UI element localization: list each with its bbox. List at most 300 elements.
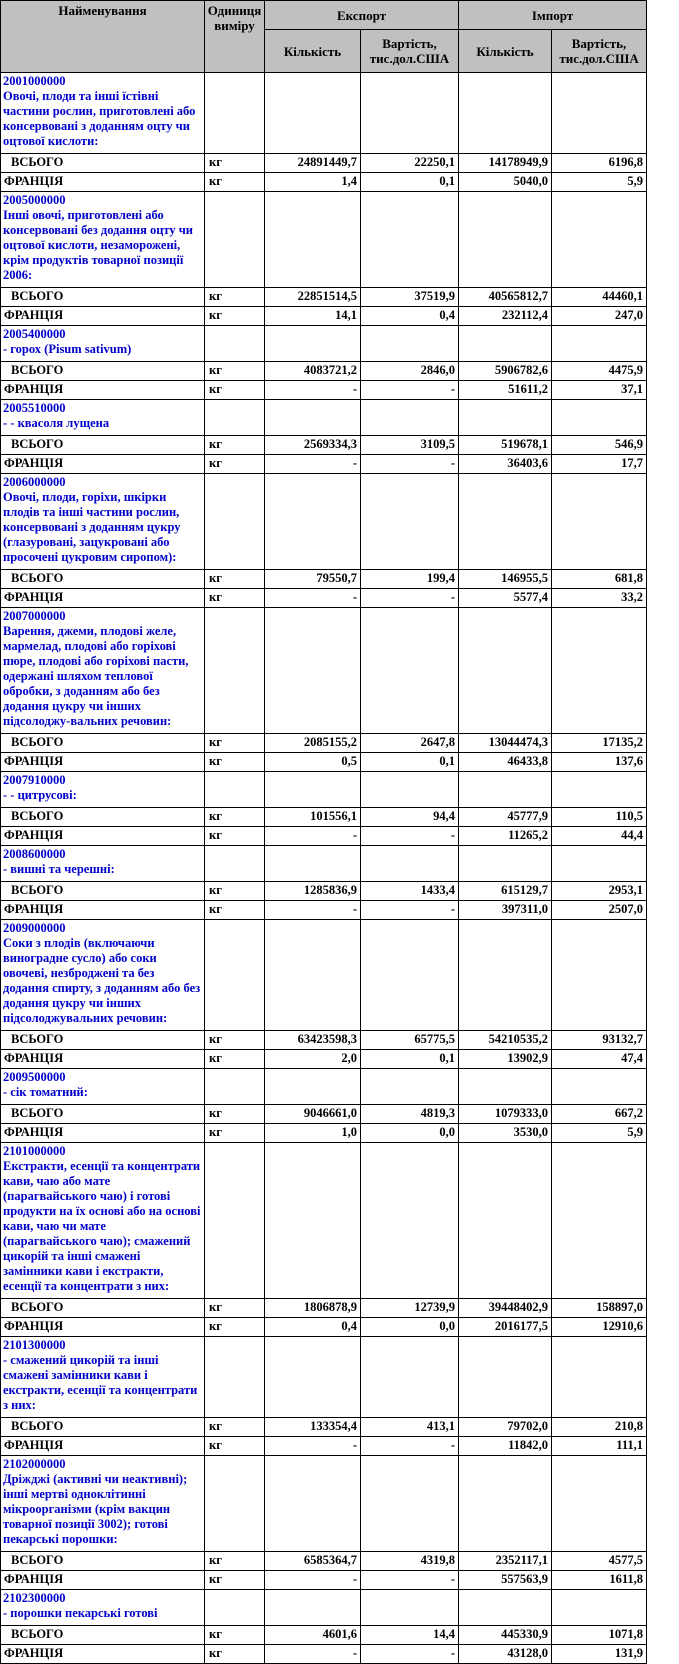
import-qty-value: 54210535,2: [459, 1031, 552, 1050]
empty-cell: [265, 326, 361, 362]
unit-value: кг: [205, 1437, 265, 1456]
export-qty-value: -: [265, 381, 361, 400]
product-code: 2102300000: [3, 1591, 66, 1605]
total-row: [1, 362, 647, 381]
unit-value: кг: [205, 1050, 265, 1069]
total-row: [1, 570, 647, 589]
export-qty-value: 14,1: [265, 307, 361, 326]
empty-cell: [265, 400, 361, 436]
total-row: [1, 1552, 647, 1571]
product-group-row: [1, 1143, 647, 1299]
product-code: 2009000000: [3, 921, 66, 935]
header-export-quantity: Кількість: [265, 30, 361, 73]
unit-value: кг: [205, 1626, 265, 1645]
product-description: Варення, джеми, плодові желе, мармелад, плодові або горіхові пюре, плодові або горіхові пасти, одержані шляхом теплової обробки, з доданням або без додання цукру чи інших підсолоджу-вальних речовин:: [3, 624, 189, 728]
row-label: ВСЬОГО: [1, 362, 205, 381]
product-description-cell: [1, 1456, 205, 1552]
total-row: [1, 436, 647, 455]
empty-cell: [205, 1069, 265, 1105]
country-row: [1, 589, 647, 608]
unit-value: кг: [205, 173, 265, 192]
import-val-value: 110,5: [552, 808, 647, 827]
product-description-cell: [1, 474, 205, 570]
export-val-value: -: [361, 901, 459, 920]
row-label: ВСЬОГО: [1, 734, 205, 753]
import-qty-value: 5906782,6: [459, 362, 552, 381]
product-code: 2102000000: [3, 1457, 66, 1471]
unit-value: кг: [205, 1318, 265, 1337]
product-description: Інші овочі, приготовлені або консервовані без додання оцту чи оцтової кислоти, незаморожені, крім продуктів товарної позиції 2006:: [3, 208, 194, 282]
row-label: ФРАНЦІЯ: [1, 1050, 205, 1069]
empty-cell: [459, 1069, 552, 1105]
empty-cell: [552, 1337, 647, 1418]
empty-cell: [459, 1590, 552, 1626]
import-val-value: 1611,8: [552, 1571, 647, 1590]
row-label: ФРАНЦІЯ: [1, 1318, 205, 1337]
empty-cell: [459, 608, 552, 734]
export-val-value: -: [361, 827, 459, 846]
empty-cell: [205, 1590, 265, 1626]
product-description: - горох (Pisum sativum): [3, 342, 132, 356]
empty-cell: [265, 73, 361, 154]
import-val-value: 1071,8: [552, 1626, 647, 1645]
row-label: ВСЬОГО: [1, 1626, 205, 1645]
unit-value: кг: [205, 154, 265, 173]
row-label: ВСЬОГО: [1, 436, 205, 455]
export-val-value: -: [361, 455, 459, 474]
product-group-row: [1, 400, 647, 436]
total-row: [1, 288, 647, 307]
country-row: [1, 753, 647, 772]
row-label: ФРАНЦІЯ: [1, 1437, 205, 1456]
empty-cell: [205, 326, 265, 362]
empty-cell: [361, 1590, 459, 1626]
empty-cell: [265, 1590, 361, 1626]
header-import-value: Вартість, тис.дол.США: [552, 30, 647, 73]
product-group-row: [1, 73, 647, 154]
product-code: 2006000000: [3, 475, 66, 489]
row-label: ФРАНЦІЯ: [1, 455, 205, 474]
row-label: ВСЬОГО: [1, 1552, 205, 1571]
export-val-value: 4819,3: [361, 1105, 459, 1124]
import-qty-value: 1079333,0: [459, 1105, 552, 1124]
empty-cell: [361, 920, 459, 1031]
empty-cell: [459, 846, 552, 882]
product-description-cell: [1, 772, 205, 808]
product-group-row: [1, 772, 647, 808]
empty-cell: [552, 1590, 647, 1626]
country-row: [1, 1050, 647, 1069]
product-code: 2101300000: [3, 1338, 66, 1352]
table-header: [1, 1, 647, 73]
country-row: [1, 307, 647, 326]
empty-cell: [552, 474, 647, 570]
row-label: ФРАНЦІЯ: [1, 307, 205, 326]
empty-cell: [265, 846, 361, 882]
export-qty-value: -: [265, 589, 361, 608]
unit-value: кг: [205, 882, 265, 901]
header-import: Імпорт: [459, 1, 647, 30]
export-qty-value: 24891449,7: [265, 154, 361, 173]
export-val-value: 413,1: [361, 1418, 459, 1437]
export-val-value: 0,0: [361, 1124, 459, 1143]
empty-cell: [361, 192, 459, 288]
empty-cell: [205, 73, 265, 154]
unit-value: кг: [205, 288, 265, 307]
product-description: - вишні та черешні:: [3, 862, 115, 876]
row-label: ФРАНЦІЯ: [1, 589, 205, 608]
header-export: Експорт: [265, 1, 459, 30]
export-qty-value: 22851514,5: [265, 288, 361, 307]
country-row: [1, 1571, 647, 1590]
total-row: [1, 1626, 647, 1645]
import-qty-value: 146955,5: [459, 570, 552, 589]
export-qty-value: 79550,7: [265, 570, 361, 589]
import-qty-value: 13902,9: [459, 1050, 552, 1069]
export-qty-value: 63423598,3: [265, 1031, 361, 1050]
import-qty-value: 13044474,3: [459, 734, 552, 753]
product-group-row: [1, 608, 647, 734]
export-val-value: 12739,9: [361, 1299, 459, 1318]
export-qty-value: -: [265, 827, 361, 846]
product-group-row: [1, 1590, 647, 1626]
country-row: [1, 455, 647, 474]
product-description: - смажений цикорій та інші смажені замінники кави і екстракти, есенції та концентрати з них:: [3, 1353, 198, 1412]
export-qty-value: 2569334,3: [265, 436, 361, 455]
row-label: ВСЬОГО: [1, 882, 205, 901]
empty-cell: [265, 920, 361, 1031]
empty-cell: [361, 73, 459, 154]
row-label: ВСЬОГО: [1, 1105, 205, 1124]
product-code: 2101000000: [3, 1144, 66, 1158]
import-qty-value: 397311,0: [459, 901, 552, 920]
product-code: 2007000000: [3, 609, 66, 623]
product-description-cell: [1, 73, 205, 154]
country-row: [1, 1124, 647, 1143]
empty-cell: [552, 608, 647, 734]
export-qty-value: 4083721,2: [265, 362, 361, 381]
import-val-value: 667,2: [552, 1105, 647, 1124]
row-label: ВСЬОГО: [1, 808, 205, 827]
import-val-value: 681,8: [552, 570, 647, 589]
unit-value: кг: [205, 362, 265, 381]
product-group-row: [1, 1069, 647, 1105]
unit-value: кг: [205, 570, 265, 589]
product-code: 2005510000: [3, 401, 66, 415]
import-val-value: 44,4: [552, 827, 647, 846]
empty-cell: [205, 772, 265, 808]
country-row: [1, 1437, 647, 1456]
import-qty-value: 11265,2: [459, 827, 552, 846]
unit-value: кг: [205, 1105, 265, 1124]
import-qty-value: 14178949,9: [459, 154, 552, 173]
import-val-value: 111,1: [552, 1437, 647, 1456]
product-group-row: [1, 920, 647, 1031]
import-val-value: 4577,5: [552, 1552, 647, 1571]
import-val-value: 5,9: [552, 1124, 647, 1143]
empty-cell: [459, 474, 552, 570]
empty-cell: [205, 474, 265, 570]
unit-value: кг: [205, 901, 265, 920]
export-val-value: 0,1: [361, 753, 459, 772]
empty-cell: [265, 1456, 361, 1552]
empty-cell: [205, 400, 265, 436]
import-val-value: 158897,0: [552, 1299, 647, 1318]
import-val-value: 210,8: [552, 1418, 647, 1437]
product-group-row: [1, 192, 647, 288]
empty-cell: [361, 1143, 459, 1299]
row-label: ВСЬОГО: [1, 1299, 205, 1318]
import-val-value: 4475,9: [552, 362, 647, 381]
import-val-value: 44460,1: [552, 288, 647, 307]
product-description-cell: [1, 192, 205, 288]
row-label: ФРАНЦІЯ: [1, 753, 205, 772]
unit-value: кг: [205, 753, 265, 772]
import-val-value: 12910,6: [552, 1318, 647, 1337]
product-description-cell: [1, 846, 205, 882]
country-row: [1, 1645, 647, 1664]
product-code: 2001000000: [3, 74, 66, 88]
export-val-value: 2846,0: [361, 362, 459, 381]
empty-cell: [361, 1456, 459, 1552]
export-qty-value: 6585364,7: [265, 1552, 361, 1571]
import-val-value: 47,4: [552, 1050, 647, 1069]
export-val-value: -: [361, 1571, 459, 1590]
unit-value: кг: [205, 589, 265, 608]
export-qty-value: -: [265, 455, 361, 474]
product-description: - порошки пекарські готові: [3, 1606, 158, 1620]
product-description: Соки з плодів (включаючи виноградне сусло) або соки овочеві, незброджені та без додання спирту, з доданням або без додання цукру чи інших підсолоджувальних речовин:: [3, 936, 201, 1025]
empty-cell: [265, 1069, 361, 1105]
row-label: ФРАНЦІЯ: [1, 1124, 205, 1143]
table-body: [1, 73, 647, 1664]
export-val-value: 14,4: [361, 1626, 459, 1645]
product-description-cell: [1, 1590, 205, 1626]
unit-value: кг: [205, 1571, 265, 1590]
empty-cell: [361, 1337, 459, 1418]
import-qty-value: 519678,1: [459, 436, 552, 455]
export-qty-value: -: [265, 901, 361, 920]
empty-cell: [205, 920, 265, 1031]
empty-cell: [459, 400, 552, 436]
product-description: - - квасоля лущена: [3, 416, 110, 430]
empty-cell: [459, 73, 552, 154]
import-qty-value: 3530,0: [459, 1124, 552, 1143]
product-description: Екстракти, есенції та концентрати кави, чаю або мате (парагвайського чаю) і готові продукти на їх основі або на основі кави, чаю чи мате (парагвайського чаю); смажений цикорій та інші смажені замінники кави і екстракти, есенції та концентрати з них:: [3, 1159, 201, 1293]
empty-cell: [552, 1069, 647, 1105]
export-val-value: 1433,4: [361, 882, 459, 901]
import-qty-value: 445330,9: [459, 1626, 552, 1645]
row-label: ВСЬОГО: [1, 1418, 205, 1437]
unit-value: кг: [205, 436, 265, 455]
unit-value: кг: [205, 1645, 265, 1664]
row-label: ФРАНЦІЯ: [1, 381, 205, 400]
total-row: [1, 734, 647, 753]
empty-cell: [552, 1456, 647, 1552]
export-val-value: 37519,9: [361, 288, 459, 307]
country-row: [1, 1318, 647, 1337]
total-row: [1, 1031, 647, 1050]
import-val-value: 5,9: [552, 173, 647, 192]
row-label: ФРАНЦІЯ: [1, 173, 205, 192]
product-code: 2005000000: [3, 193, 66, 207]
product-description: Дріжджі (активні чи неактивні); інші мертві одноклітинні мікроорганізми (крім вакцин товарної позиції 3002); готові пекарські порошки:: [3, 1472, 188, 1546]
empty-cell: [459, 192, 552, 288]
product-description-cell: [1, 1069, 205, 1105]
export-qty-value: 2085155,2: [265, 734, 361, 753]
export-val-value: 65775,5: [361, 1031, 459, 1050]
empty-cell: [361, 846, 459, 882]
unit-value: кг: [205, 1031, 265, 1050]
export-val-value: -: [361, 589, 459, 608]
import-qty-value: 557563,9: [459, 1571, 552, 1590]
empty-cell: [459, 1456, 552, 1552]
header-name: Найменування: [1, 1, 205, 73]
row-label: ФРАНЦІЯ: [1, 901, 205, 920]
product-group-row: [1, 846, 647, 882]
empty-cell: [459, 1143, 552, 1299]
empty-cell: [205, 1337, 265, 1418]
product-description: - сік томатний:: [3, 1085, 88, 1099]
unit-value: кг: [205, 1124, 265, 1143]
row-label: ФРАНЦІЯ: [1, 827, 205, 846]
empty-cell: [361, 400, 459, 436]
empty-cell: [361, 474, 459, 570]
unit-value: кг: [205, 1299, 265, 1318]
empty-cell: [459, 1337, 552, 1418]
total-row: [1, 154, 647, 173]
import-qty-value: 5040,0: [459, 173, 552, 192]
export-val-value: 0,0: [361, 1318, 459, 1337]
empty-cell: [361, 608, 459, 734]
empty-cell: [361, 326, 459, 362]
row-label: ФРАНЦІЯ: [1, 1645, 205, 1664]
empty-cell: [265, 192, 361, 288]
product-description-cell: [1, 1143, 205, 1299]
export-val-value: 94,4: [361, 808, 459, 827]
import-qty-value: 5577,4: [459, 589, 552, 608]
empty-cell: [205, 192, 265, 288]
unit-value: кг: [205, 1552, 265, 1571]
export-val-value: 199,4: [361, 570, 459, 589]
import-val-value: 17,7: [552, 455, 647, 474]
empty-cell: [205, 846, 265, 882]
export-qty-value: 133354,4: [265, 1418, 361, 1437]
empty-cell: [552, 846, 647, 882]
product-description-cell: [1, 400, 205, 436]
import-val-value: 546,9: [552, 436, 647, 455]
export-val-value: 4319,8: [361, 1552, 459, 1571]
import-val-value: 33,2: [552, 589, 647, 608]
empty-cell: [265, 608, 361, 734]
import-qty-value: 40565812,7: [459, 288, 552, 307]
import-val-value: 6196,8: [552, 154, 647, 173]
empty-cell: [265, 1143, 361, 1299]
total-row: [1, 1105, 647, 1124]
empty-cell: [265, 474, 361, 570]
unit-value: кг: [205, 381, 265, 400]
export-val-value: 3109,5: [361, 436, 459, 455]
import-qty-value: 2016177,5: [459, 1318, 552, 1337]
header-export-value: Вартість, тис.дол.США: [361, 30, 459, 73]
empty-cell: [205, 1456, 265, 1552]
import-qty-value: 36403,6: [459, 455, 552, 474]
row-label: ВСЬОГО: [1, 288, 205, 307]
unit-value: кг: [205, 734, 265, 753]
export-qty-value: 0,5: [265, 753, 361, 772]
product-description-cell: [1, 326, 205, 362]
country-row: [1, 827, 647, 846]
country-row: [1, 173, 647, 192]
export-qty-value: 9046661,0: [265, 1105, 361, 1124]
import-val-value: 93132,7: [552, 1031, 647, 1050]
product-description-cell: [1, 608, 205, 734]
country-row: [1, 381, 647, 400]
import-qty-value: 45777,9: [459, 808, 552, 827]
empty-cell: [552, 920, 647, 1031]
empty-cell: [265, 1337, 361, 1418]
export-qty-value: 1,4: [265, 173, 361, 192]
total-row: [1, 1299, 647, 1318]
export-qty-value: 1806878,9: [265, 1299, 361, 1318]
product-description-cell: [1, 1337, 205, 1418]
product-group-row: [1, 1456, 647, 1552]
product-code: 2008600000: [3, 847, 66, 861]
product-group-row: [1, 474, 647, 570]
product-description: - - цитрусові:: [3, 788, 77, 802]
empty-cell: [459, 772, 552, 808]
export-val-value: -: [361, 381, 459, 400]
export-qty-value: 0,4: [265, 1318, 361, 1337]
import-qty-value: 79702,0: [459, 1418, 552, 1437]
product-description: Овочі, плоди, горіхи, шкірки плодів та інші частини рослин, консервовані з доданням цукру (глазуровані, зацукровані або просочені цукровим сиропом):: [3, 490, 181, 564]
export-qty-value: 4601,6: [265, 1626, 361, 1645]
unit-value: кг: [205, 1418, 265, 1437]
export-val-value: 0,1: [361, 1050, 459, 1069]
empty-cell: [552, 326, 647, 362]
import-qty-value: 43128,0: [459, 1645, 552, 1664]
import-val-value: 2507,0: [552, 901, 647, 920]
import-val-value: 137,6: [552, 753, 647, 772]
empty-cell: [265, 772, 361, 808]
empty-cell: [552, 1143, 647, 1299]
unit-value: кг: [205, 307, 265, 326]
empty-cell: [552, 73, 647, 154]
header-import-quantity: Кількість: [459, 30, 552, 73]
total-row: [1, 1418, 647, 1437]
country-row: [1, 901, 647, 920]
row-label: ВСЬОГО: [1, 570, 205, 589]
row-label: ВСЬОГО: [1, 154, 205, 173]
total-row: [1, 882, 647, 901]
unit-value: кг: [205, 827, 265, 846]
product-group-row: [1, 1337, 647, 1418]
product-description: Овочі, плоди та інші їстівні частини рослин, приготовлені або консервовані з доданням оцту чи оцтової кислоти:: [3, 89, 196, 148]
import-val-value: 17135,2: [552, 734, 647, 753]
row-label: ВСЬОГО: [1, 1031, 205, 1050]
empty-cell: [552, 192, 647, 288]
unit-value: кг: [205, 455, 265, 474]
export-qty-value: -: [265, 1437, 361, 1456]
import-qty-value: 51611,2: [459, 381, 552, 400]
export-val-value: 22250,1: [361, 154, 459, 173]
export-qty-value: -: [265, 1645, 361, 1664]
import-qty-value: 615129,7: [459, 882, 552, 901]
header-row-groups: [1, 1, 647, 30]
import-val-value: 131,9: [552, 1645, 647, 1664]
export-val-value: 0,1: [361, 173, 459, 192]
import-val-value: 37,1: [552, 381, 647, 400]
